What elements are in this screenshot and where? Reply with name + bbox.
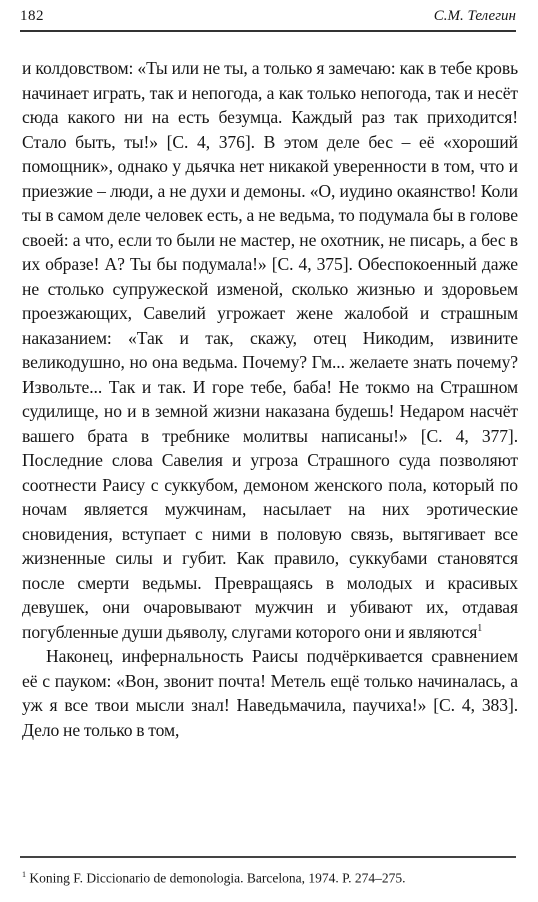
footnote-marker: 1 [22, 870, 26, 879]
paragraph [22, 644, 518, 742]
footnote-reference[interactable]: 1 [477, 622, 483, 634]
page-header [20, 6, 516, 32]
main-text [22, 56, 518, 742]
footnote-divider [20, 856, 516, 858]
paragraph-text: Наконец, инфернальность Раисы подчёркивается сравнением её с пауком: «Вон, звонит почта! Метель ещё только начиналась, а уж я все твои мысли знал! Наведьмачила, паучиха!» [С. 4, 383]. Дело не только в том, [22, 646, 518, 740]
paragraph [22, 56, 518, 644]
running-head: С.М. Телегин [433, 8, 516, 24]
footnote [22, 866, 516, 888]
page-number: 182 [20, 8, 44, 24]
paragraph-text: и колдовством: «Ты или не ты, а только я замечаю: как в тебе кровь начинает играть, так и непогода, а как только непогода, так и несёт сюда какого ни на есть безумца. Каждый раз так приходится! Стало быть, ты!» [С. 4, 376]. В этом деле бес – её «хороший помощник», однако у дьячка нет никакой уверенности в том, что и приезжие – люди, а не духи и демоны. «О, иудино окаянство! Коли ты в самом деле человек есть, а не ведьма, то подумала бы в голове своей: а что, если то были не мастер, не охотник, не писарь, а бес в их образе! А? Ты бы подумала!» [С. 4, 375]. Обеспокоенный даже не столько супружеской изменой, сколько жизнью и здоровьем проезжающих, Савелий угрожает жене жалобой и страшным наказанием: «Так и так, скажу, отец Никодим, извините великодушно, но она ведьма. Почему? Гм... желаете знать почему? Извольте... Так и так. И горе тебе, баба! Не токмо на Страшном судилище, но и в земной жизни наказана будешь! Недаром насчёт вашего брата в требнике молитвы написаны!» [С. 4, 377]. Последние слова Савелия и угроза Страшного суда позволяют соотнести Раису с суккубом, демоном женского пола, который по ночам является мужчинам, насылает на них эротические сновидения, вступает с ними в половую связь, вытягивает все жизненные силы и губит. Как правило, суккубами становятся после смерти ведьмы. Превращаясь в молодых и красивых девушек, они очаровывают мужчин и убивают их, отдавая погубленные души дьяволу, слугами которого они и являются [22, 58, 518, 642]
footnote-text: Koning F. Diccionario de demonologia. Barcelona, 1974. P. 274–275. [29, 870, 406, 886]
